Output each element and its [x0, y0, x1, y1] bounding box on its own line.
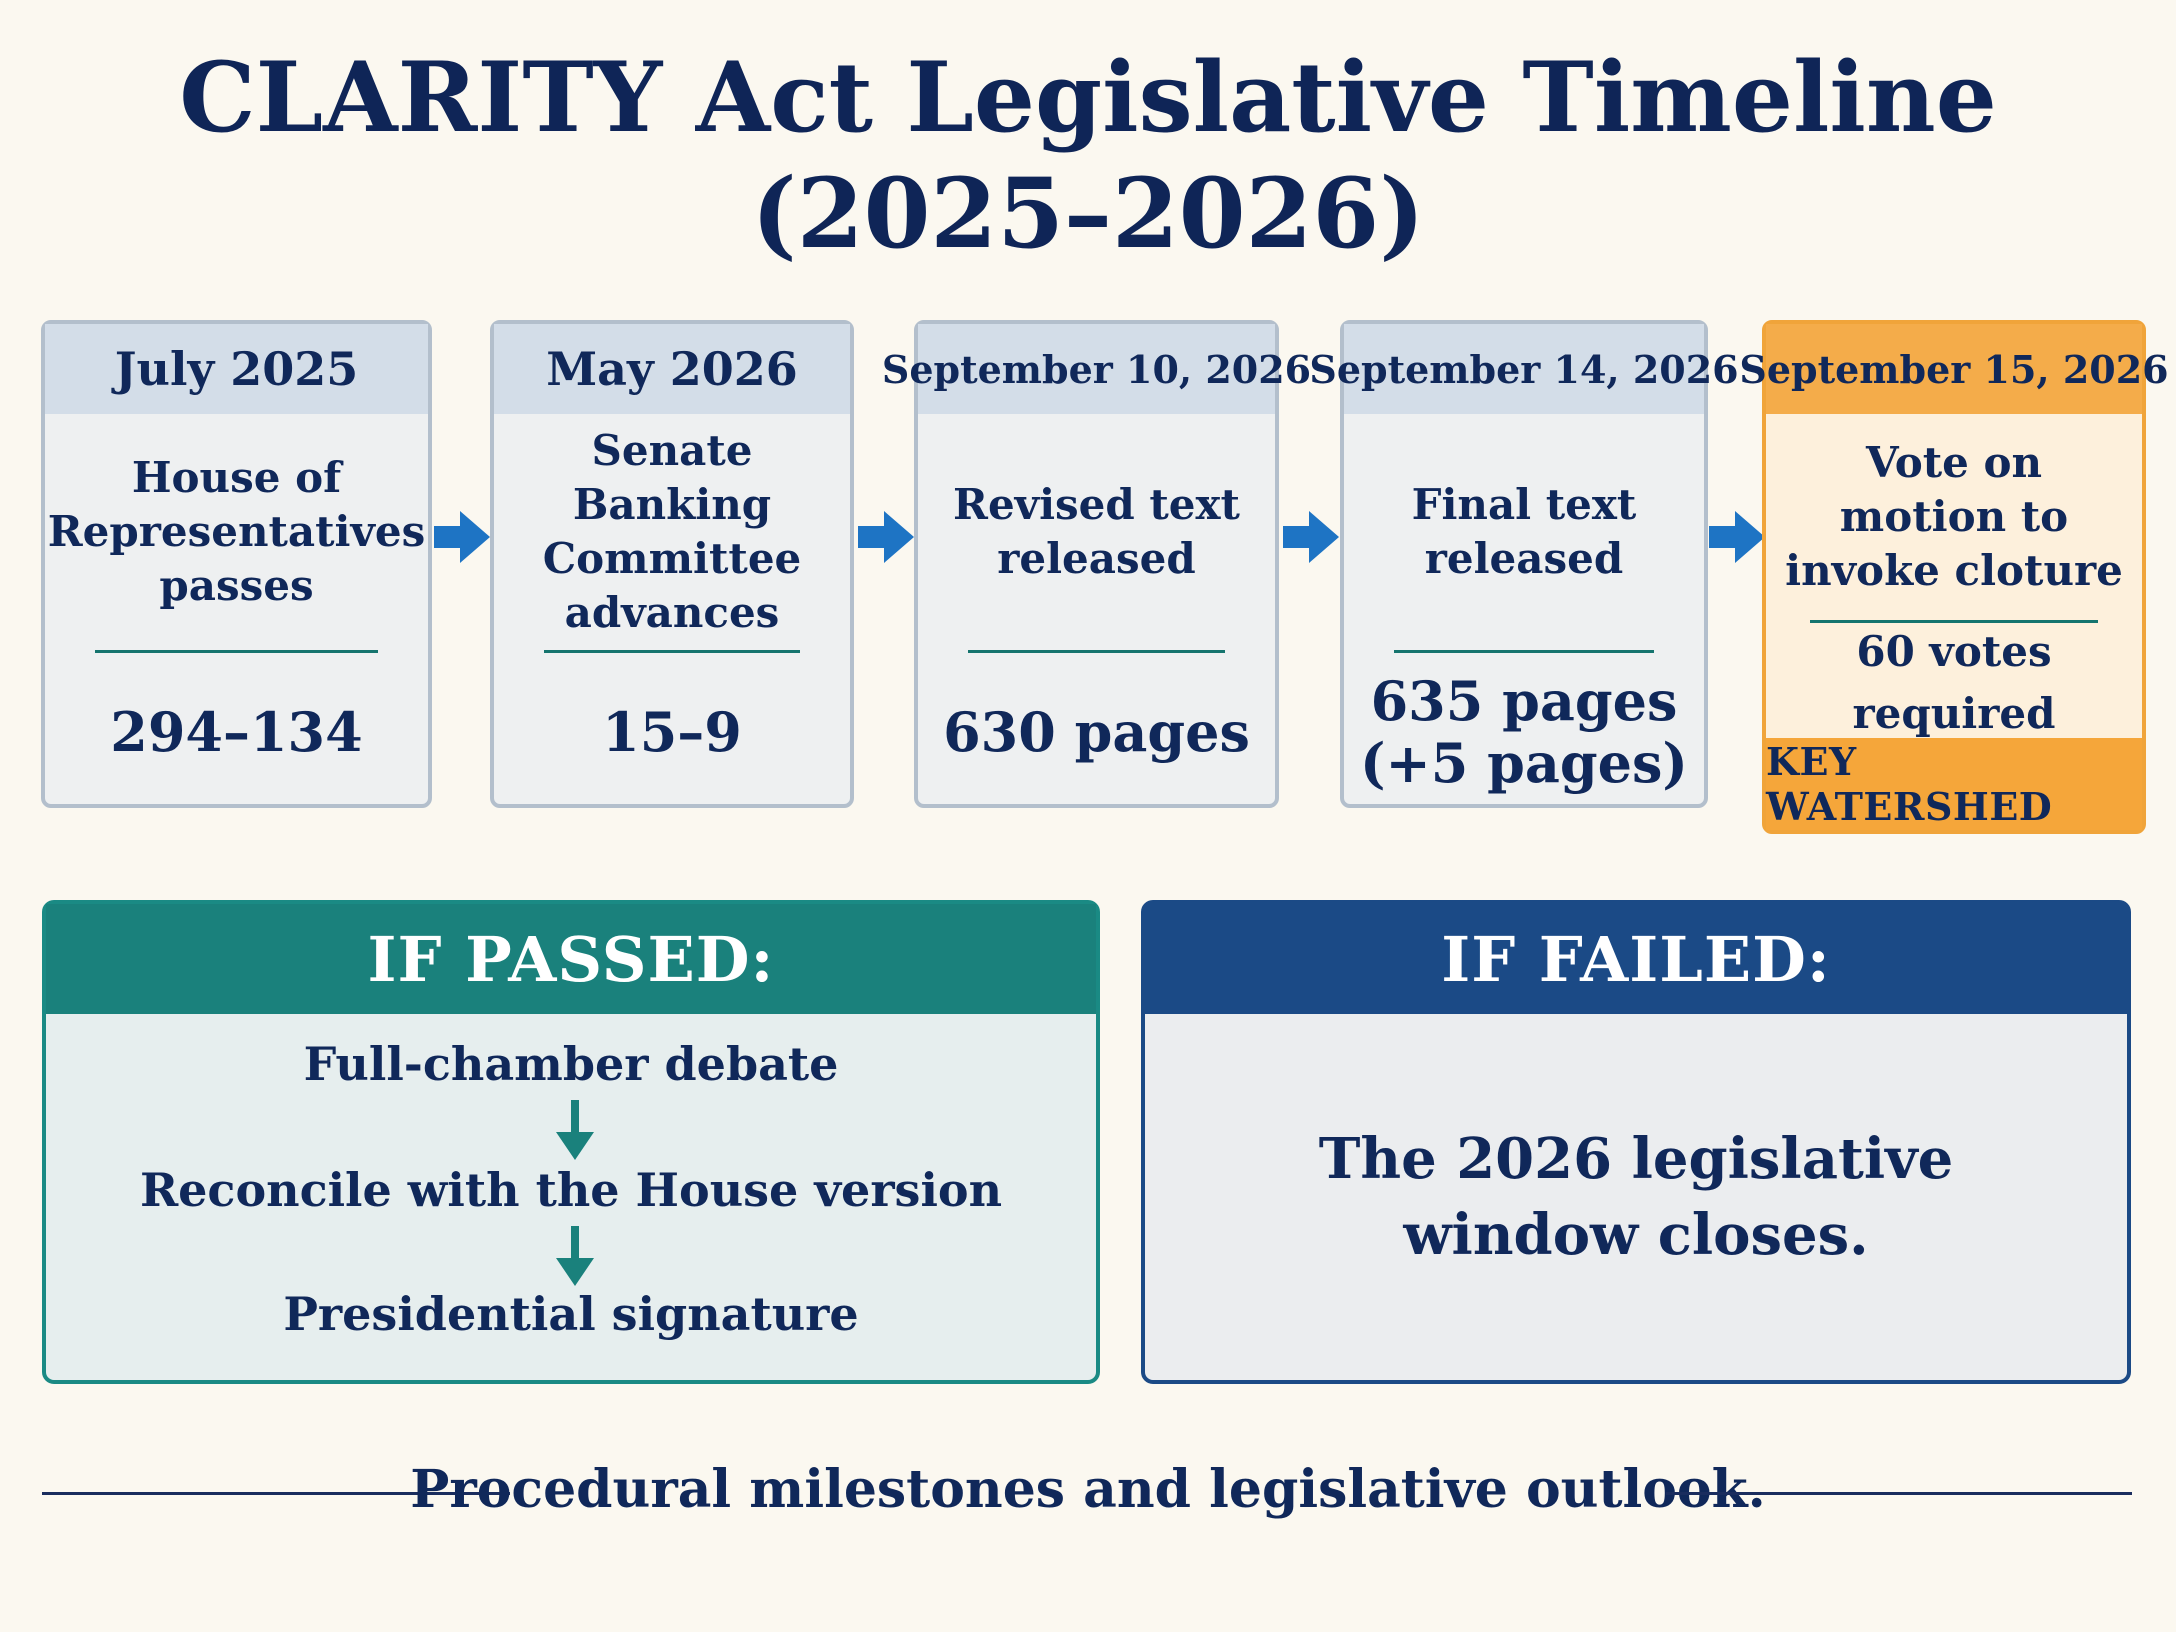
failure-outcome-text: The 2026 legislative window closes. [1318, 1126, 1954, 1268]
divider [968, 650, 1225, 653]
milestone-card-may-2026 [490, 320, 854, 808]
milestone-card-sept-10 [881, 320, 1312, 808]
milestone-date: July 2025 [45, 324, 428, 414]
milestone-event: Vote on motion to invoke cloture [1785, 438, 2123, 595]
milestone-metric: 635 pages (+5 pages) [1360, 669, 1688, 795]
arrow-right-icon [1707, 507, 1767, 567]
milestone-metric: 294–134 [110, 700, 363, 764]
panel-heading: IF PASSED: [46, 904, 1096, 1014]
footer-rule-right [1666, 1492, 2132, 1495]
arrow-right-icon [856, 507, 916, 567]
arrow-down-icon [554, 1100, 596, 1162]
milestone-card-sept-14 [1309, 320, 1739, 808]
flow-step: Full-chamber debate [303, 1037, 839, 1091]
milestone-card-sept-15 [1739, 320, 2169, 834]
title-line-1: CLARITY Act Legislative Timeline [179, 41, 1997, 154]
milestone-date: May 2026 [494, 324, 850, 414]
milestone-date: September 14, 2026 [1344, 324, 1704, 414]
milestone-metric: 630 pages [943, 700, 1250, 764]
footer-caption: Procedural milestones and legislative outlook. [410, 1459, 1766, 1520]
flow-step: Reconcile with the House version [139, 1163, 1003, 1217]
milestone-event: Revised text released [953, 480, 1240, 583]
flow-step: Presidential signature [283, 1287, 859, 1341]
arrow-right-icon [1281, 507, 1341, 567]
divider [1394, 650, 1654, 653]
divider [544, 650, 800, 653]
milestone-card-july-2025 [41, 320, 432, 808]
title-line-2: (2025–2026) [751, 157, 1425, 270]
if-passed-panel [42, 900, 1100, 1384]
milestone-event: Senate Banking Committee advances [542, 426, 802, 637]
milestone-metric: 60 votes required [1852, 627, 2056, 738]
milestone-event: Final text released [1411, 480, 1637, 583]
arrow-right-icon [432, 507, 492, 567]
if-failed-panel [1141, 900, 2131, 1384]
key-watershed-badge: KEY WATERSHED [1766, 738, 2142, 830]
page-title [0, 40, 2176, 272]
milestone-metric: 15–9 [602, 700, 742, 764]
milestone-date: September 15, 2026 [1766, 324, 2142, 414]
milestone-event: House of Representatives passes [47, 453, 426, 610]
divider [95, 650, 378, 653]
panel-heading: IF FAILED: [1145, 904, 2127, 1014]
arrow-down-icon [554, 1226, 596, 1288]
milestone-date: September 10, 2026 [918, 324, 1275, 414]
